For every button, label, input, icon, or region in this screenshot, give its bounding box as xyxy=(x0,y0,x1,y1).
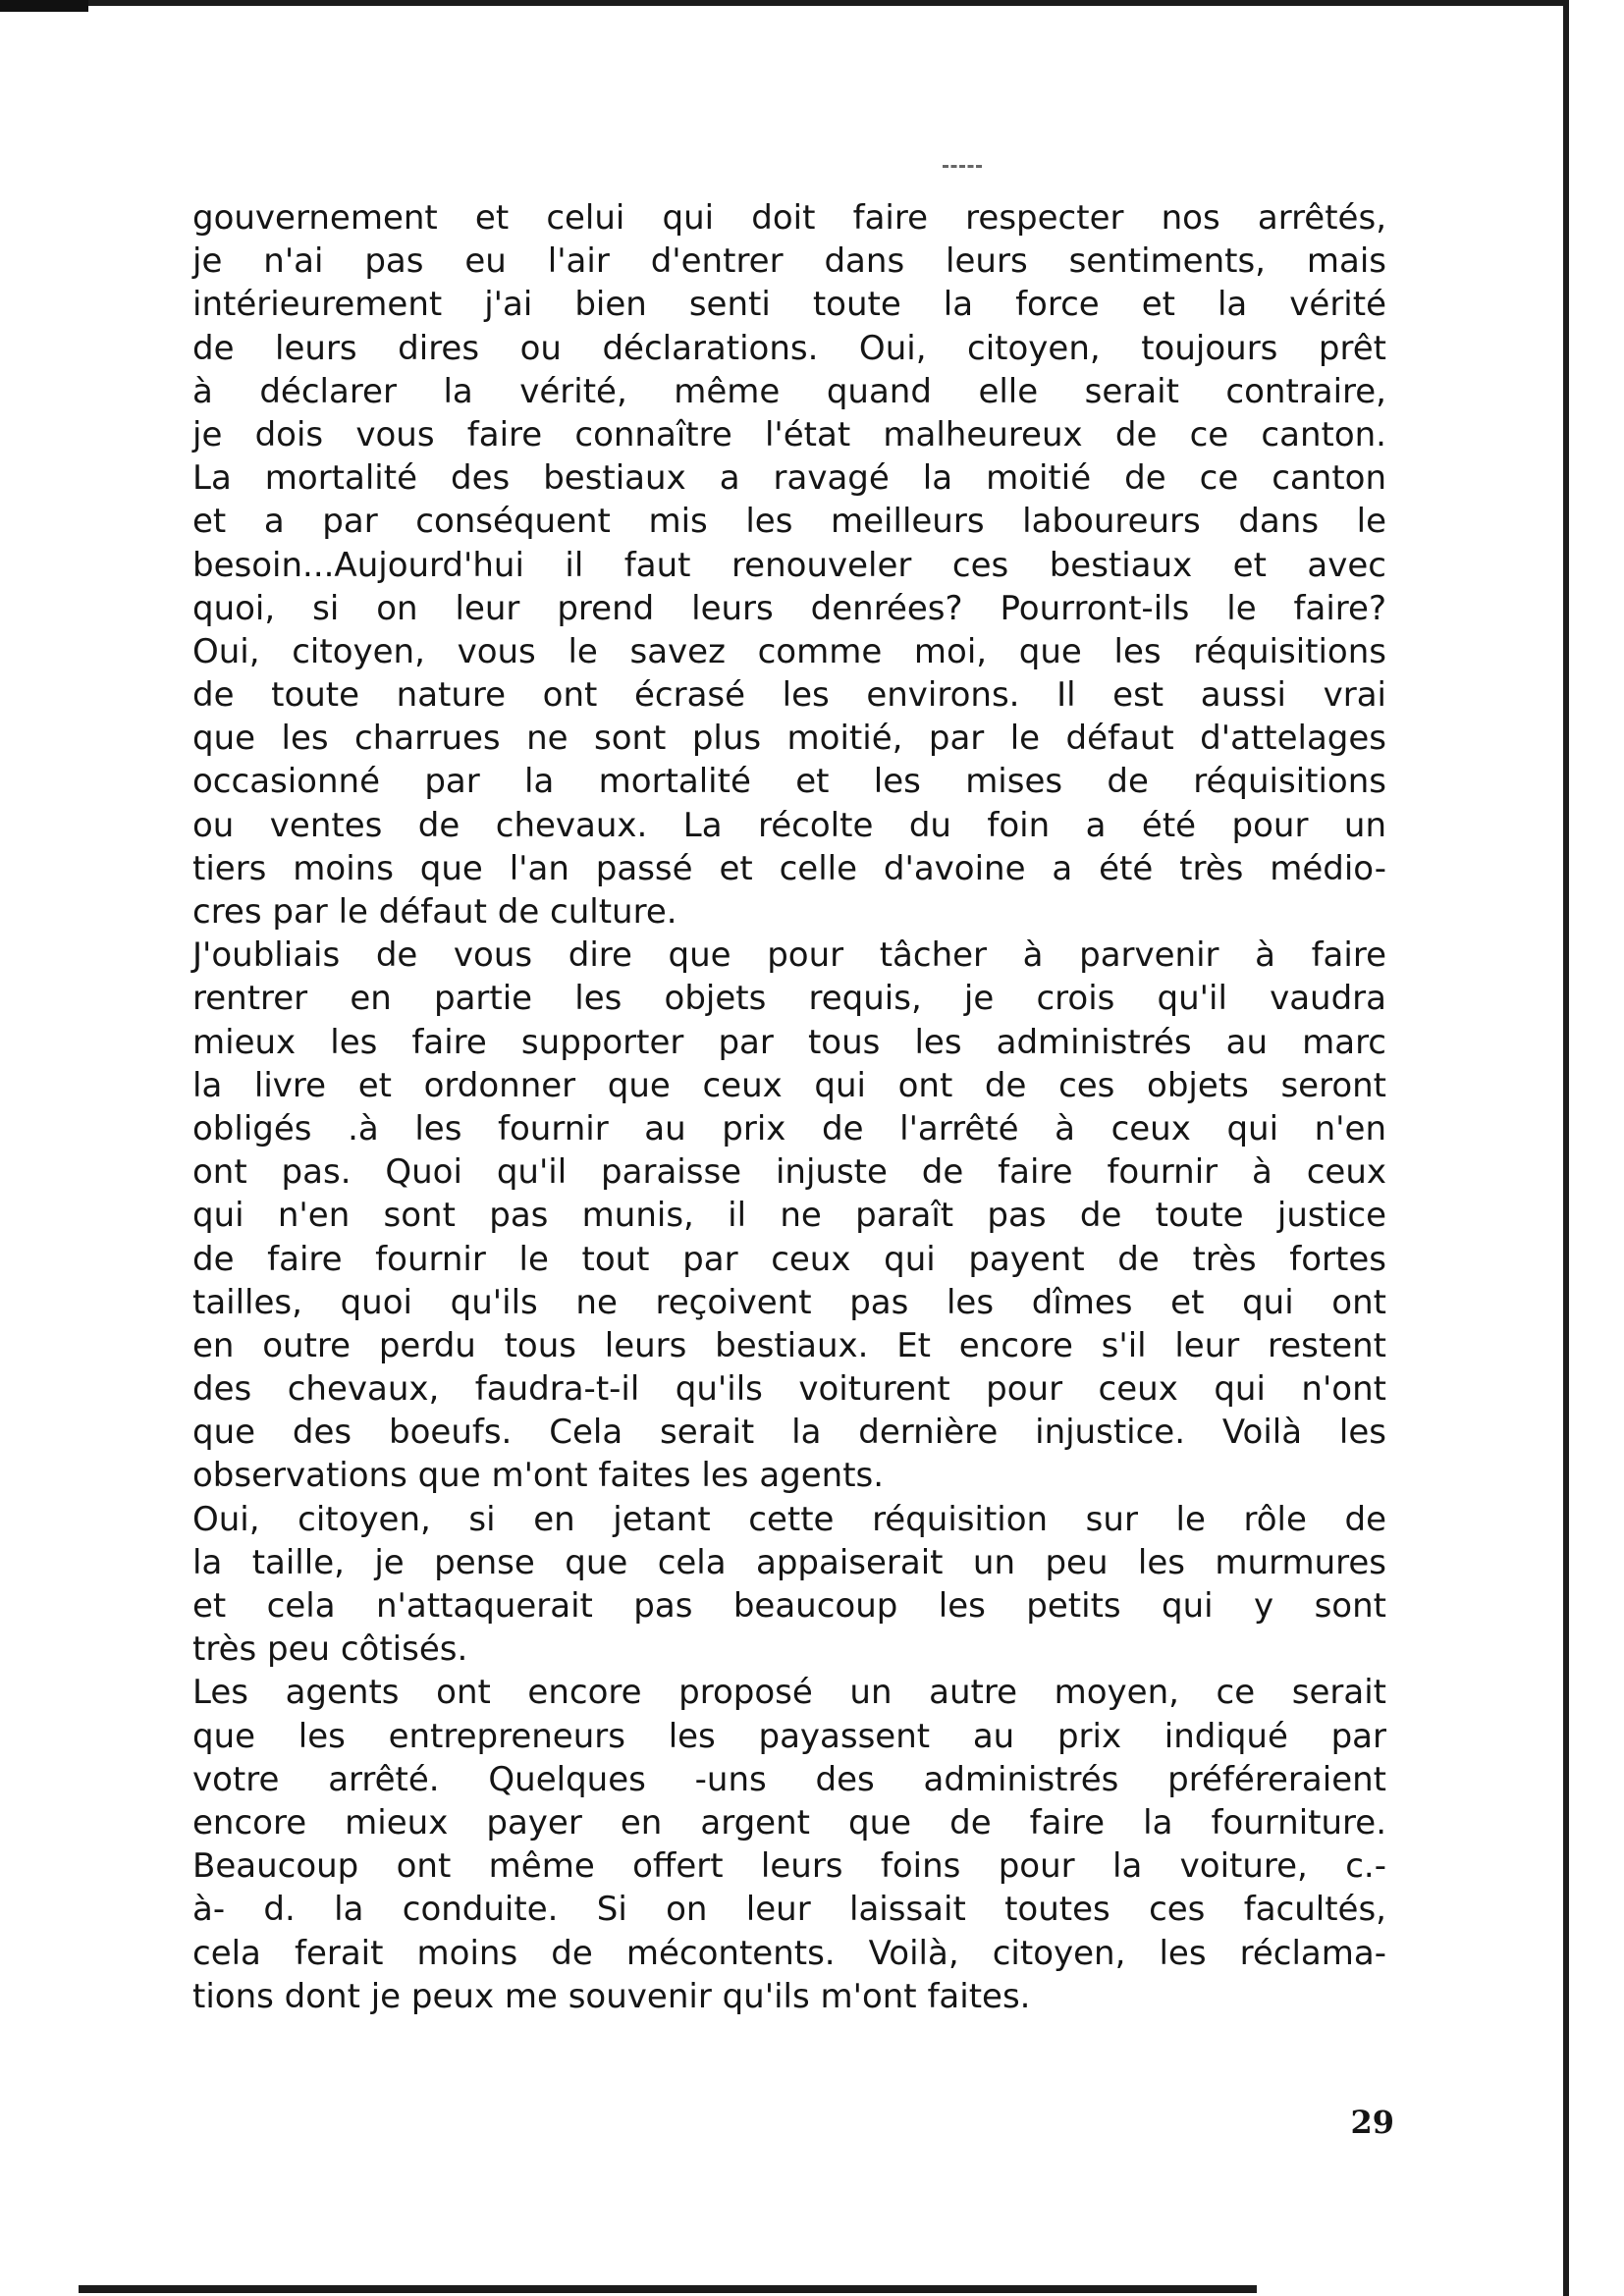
text-line: de leurs dires ou déclarations. Oui, citoyen, toujours prêt xyxy=(192,328,1386,368)
text-line: intérieurement j'ai bien senti toute la force et la vérité xyxy=(192,285,1386,325)
text-line: Oui, citoyen, si en jetant cette réquisition sur le rôle de xyxy=(192,1499,1386,1539)
text-line: Oui, citoyen, vous le savez comme moi, que les réquisitions xyxy=(192,631,1386,671)
text-line: ou ventes de chevaux. La récolte du foin a été pour un xyxy=(192,805,1386,845)
text-line: tions dont je peux me souvenir qu'ils m'ont faites. xyxy=(192,1976,1031,2016)
text-line: observations que m'ont faites les agents. xyxy=(192,1456,885,1496)
text-line: Les agents ont encore proposé un autre moyen, ce serait xyxy=(192,1673,1386,1713)
text-line: de faire fournir le tout par ceux qui payent de très fortes xyxy=(192,1239,1386,1279)
page-bottom-edge xyxy=(79,2285,1257,2293)
text-line: ont pas. Quoi qu'il paraisse injuste de faire fournir à ceux xyxy=(192,1152,1386,1193)
text-line: besoin...Aujourd'hui il faut renouveler ces bestiaux et avec xyxy=(192,545,1386,585)
text-line: de toute nature ont écrasé les environs. Il est aussi vrai xyxy=(192,675,1386,716)
text-line: je dois vous faire connaître l'état malheureux de ce canton. xyxy=(192,414,1386,454)
text-line: en outre perdu tous leurs bestiaux. Et encore s'il leur restent xyxy=(192,1325,1386,1365)
text-line: rentrer en partie les objets requis, je crois qu'il vaudra xyxy=(192,979,1386,1019)
text-line: votre arrêté. Quelques -uns des administrés préféreraient xyxy=(192,1759,1386,1799)
text-line: la livre et ordonner que ceux qui ont de ces objets seront xyxy=(192,1065,1386,1105)
text-line: quoi, si on leur prend leurs denrées? Pourront-ils le faire? xyxy=(192,588,1386,628)
page-number: 29 xyxy=(1350,2104,1394,2141)
text-line: que les entrepreneurs les payassent au prix indiqué par xyxy=(192,1716,1386,1756)
page-top-edge xyxy=(0,0,1567,6)
text-line: encore mieux payer en argent que de faire la fourniture. xyxy=(192,1802,1386,1842)
page-top-edge-mark xyxy=(0,0,88,12)
text-line: et a par conséquent mis les meilleurs laboureurs dans le xyxy=(192,502,1386,542)
text-line: je n'ai pas eu l'air d'entrer dans leurs sentiments, mais xyxy=(192,241,1386,282)
text-line: La mortalité des bestiaux a ravagé la moitié de ce canton xyxy=(192,458,1386,499)
text-line: très peu côtisés. xyxy=(192,1629,468,1670)
text-line: cela ferait moins de mécontents. Voilà, citoyen, les réclama- xyxy=(192,1933,1386,1973)
page-right-edge xyxy=(1563,0,1569,2296)
text-line: et cela n'attaquerait pas beaucoup les petits qui y sont xyxy=(192,1586,1386,1626)
text-line: tailles, quoi qu'ils ne reçoivent pas les dîmes et qui ont xyxy=(192,1282,1386,1322)
text-line: à déclarer la vérité, même quand elle serait contraire, xyxy=(192,371,1386,411)
text-line: mieux les faire supporter par tous les administrés au marc xyxy=(192,1022,1386,1062)
text-line: J'oubliais de vous dire que pour tâcher à parvenir à faire xyxy=(192,935,1386,976)
text-line: à- d. la conduite. Si on leur laissait toutes ces facultés, xyxy=(192,1890,1386,1930)
body-text xyxy=(192,196,1386,2018)
text-line: obligés .à les fournir au prix de l'arrêté à ceux qui n'en xyxy=(192,1108,1386,1148)
text-line: cres par le défaut de culture. xyxy=(192,892,677,932)
text-line: tiers moins que l'an passé et celle d'avoine a été très médio- xyxy=(192,848,1386,888)
text-line: occasionné par la mortalité et les mises de réquisitions xyxy=(192,762,1386,802)
text-line: Beaucoup ont même offert leurs foins pour la voiture, c.- xyxy=(192,1846,1386,1887)
text-line: la taille, je pense que cela appaiserait un peu les murmures xyxy=(192,1542,1386,1582)
text-line: des chevaux, faudra-t-il qu'ils voiturent pour ceux qui n'ont xyxy=(192,1369,1386,1410)
top-dash-mark xyxy=(943,165,982,172)
text-line: que les charrues ne sont plus moitié, par le défaut d'attelages xyxy=(192,719,1386,759)
text-line: gouvernement et celui qui doit faire respecter nos arrêtés, xyxy=(192,198,1386,238)
text-line: qui n'en sont pas munis, il ne paraît pas de toute justice xyxy=(192,1196,1386,1236)
text-line: que des boeufs. Cela serait la dernière injustice. Voilà les xyxy=(192,1413,1386,1453)
